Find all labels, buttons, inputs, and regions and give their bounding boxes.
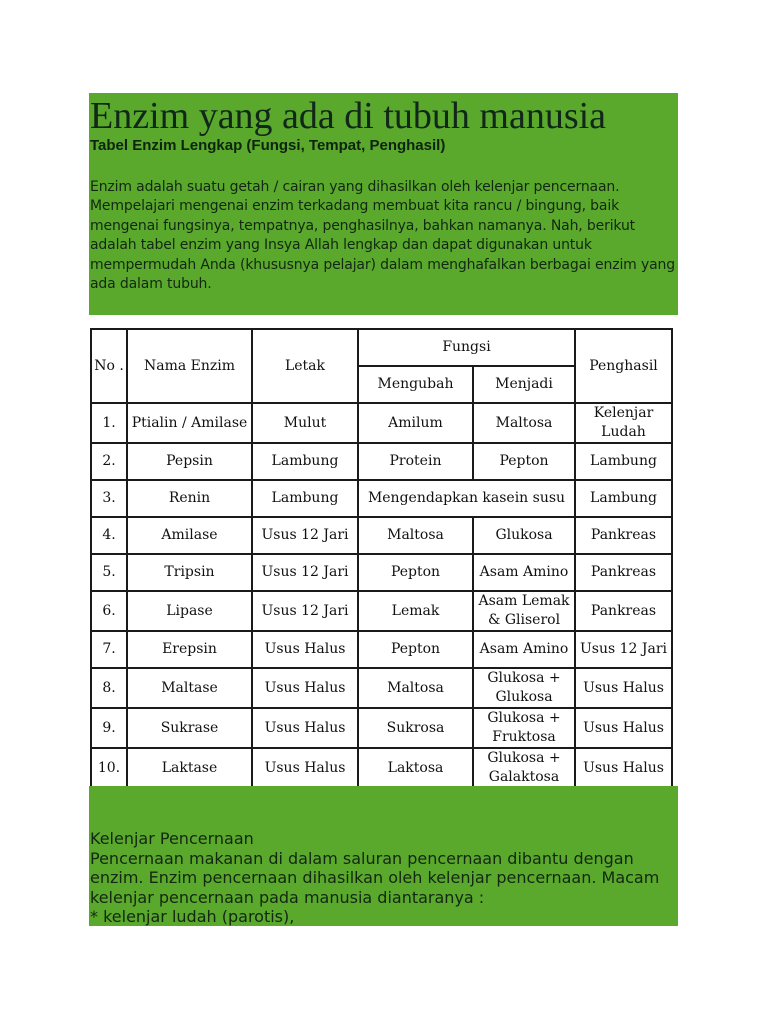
cell-menjadi: Glukosa + Glukosa [473,668,575,708]
header-fungsi: Fungsi [358,329,575,366]
cell-penghasil: Usus 12 Jari [575,631,672,668]
cell-letak: Lambung [252,443,358,480]
cell-nama-enzim: Tripsin [127,554,252,591]
cell-mengubah: Laktosa [358,748,473,788]
cell-no: 4. [91,517,127,554]
cell-mengubah: Amilum [358,403,473,443]
cell-no: 6. [91,591,127,631]
cell-penghasil: Pankreas [575,517,672,554]
cell-mengubah: Pepton [358,631,473,668]
cell-mengubah: Pepton [358,554,473,591]
cell-penghasil: Pankreas [575,591,672,631]
header-penghasil: Penghasil [575,329,672,403]
cell-nama-enzim: Laktase [127,748,252,788]
cell-letak: Usus Halus [252,708,358,748]
cell-letak: Usus 12 Jari [252,554,358,591]
cell-nama-enzim: Pepsin [127,443,252,480]
cell-menjadi: Glukosa + Fruktosa [473,708,575,748]
cell-fungsi-merged: Mengendapkan kasein susu [358,480,575,517]
cell-penghasil: Kelenjar Ludah [575,403,672,443]
cell-no: 5. [91,554,127,591]
table-row [91,443,672,480]
cell-menjadi: Maltosa [473,403,575,443]
section-title: Kelenjar Pencernaan [90,829,254,848]
cell-penghasil: Usus Halus [575,668,672,708]
table-row [91,517,672,554]
table-row [91,403,672,443]
table-body [91,403,672,788]
cell-nama-enzim: Erepsin [127,631,252,668]
cell-nama-enzim: Maltase [127,668,252,708]
cell-nama-enzim: Renin [127,480,252,517]
cell-mengubah: Maltosa [358,668,473,708]
table-row [91,480,672,517]
table-row [91,708,672,748]
cell-letak: Usus Halus [252,748,358,788]
cell-penghasil: Pankreas [575,554,672,591]
table-row [91,668,672,708]
cell-menjadi: Asam Amino [473,631,575,668]
cell-penghasil: Usus Halus [575,708,672,748]
table-row [91,631,672,668]
cell-nama-enzim: Lipase [127,591,252,631]
cell-letak: Mulut [252,403,358,443]
page-subtitle: Tabel Enzim Lengkap (Fungsi, Tempat, Penghasil) [90,137,446,154]
cell-penghasil: Lambung [575,480,672,517]
intro-paragraph: Enzim adalah suatu getah / cairan yang dihasilkan oleh kelenjar pencernaan. Mempelajari mengenai enzim terkadang membuat kita rancu / bingung, baik mengenai fungsinya, tempatnya, penghasilnya, bahkan namanya. Nah, berikut adalah tabel enzim yang Insya Allah lengkap dan dapat digunakan untuk mempermudah Anda (khususnya pelajar) dalam menghafalkan berbagai enzim yang ada dalam tubuh. [90,179,675,293]
header-mengubah: Mengubah [358,366,473,403]
header-nama-enzim: Nama Enzim [127,329,252,403]
section-list-item: * kelenjar ludah (parotis), [90,907,295,927]
cell-nama-enzim: Sukrase [127,708,252,748]
table-row [91,554,672,591]
cell-mengubah: Lemak [358,591,473,631]
table-row [91,748,672,788]
cell-letak: Usus 12 Jari [252,591,358,631]
cell-penghasil: Usus Halus [575,748,672,788]
cell-menjadi: Pepton [473,443,575,480]
cell-letak: Lambung [252,480,358,517]
cell-mengubah: Maltosa [358,517,473,554]
cell-letak: Usus Halus [252,668,358,708]
cell-no: 7. [91,631,127,668]
cell-menjadi: Asam Amino [473,554,575,591]
table-row [91,591,672,631]
cell-no: 8. [91,668,127,708]
page-title: Enzim yang ada di tubuh manusia [90,95,607,137]
cell-mengubah: Protein [358,443,473,480]
cell-menjadi: Glukosa [473,517,575,554]
cell-letak: Usus Halus [252,631,358,668]
header-letak: Letak [252,329,358,403]
cell-menjadi: Glukosa + Galaktosa [473,748,575,788]
cell-penghasil: Lambung [575,443,672,480]
cell-no: 1. [91,403,127,443]
cell-no: 10. [91,748,127,788]
cell-no: 9. [91,708,127,748]
cell-letak: Usus 12 Jari [252,517,358,554]
header-no: No . [91,329,127,403]
cell-nama-enzim: Ptialin / Amilase [127,403,252,443]
cell-no: 3. [91,480,127,517]
cell-no: 2. [91,443,127,480]
cell-mengubah: Sukrosa [358,708,473,748]
cell-nama-enzim: Amilase [127,517,252,554]
section-paragraph: Pencernaan makanan di dalam saluran pencernaan dibantu dengan enzim. Enzim pencernaan dihasilkan oleh kelenjar pencernaan. Macam kelenjar pencernaan pada manusia diantaranya : [90,849,660,907]
section-body [90,849,676,927]
cell-menjadi: Asam Lemak & Gliserol [473,591,575,631]
header-menjadi: Menjadi [473,366,575,403]
enzyme-table [90,328,673,789]
